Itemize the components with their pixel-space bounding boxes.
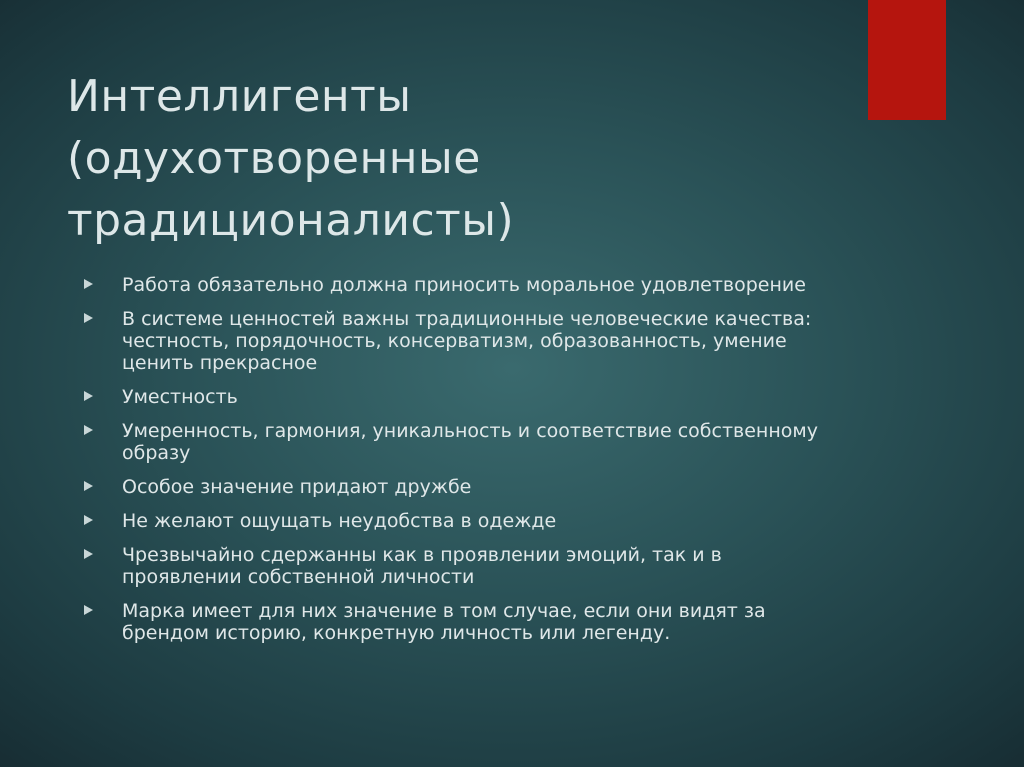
bullet-item	[84, 544, 824, 588]
triangle-bullet-icon	[84, 605, 93, 615]
bullet-text: Не желают ощущать неудобства в одежде	[122, 510, 557, 532]
bullet-item	[84, 386, 824, 408]
triangle-bullet-icon	[84, 549, 93, 559]
bullet-text: Умеренность, гармония, уникальность и соответствие собственному образу	[122, 420, 818, 464]
slide-title-line-2: (одухотворенные	[67, 133, 481, 184]
bullet-text: Чрезвычайно сдержанны как в проявлении эмоций, так и в проявлении собственной личности	[122, 544, 722, 588]
bullet-text: Особое значение придают дружбе	[122, 476, 472, 498]
triangle-bullet-icon	[84, 515, 93, 525]
bullet-item	[84, 476, 824, 498]
bullet-item	[84, 274, 824, 296]
accent-bar	[868, 0, 946, 120]
bullet-item	[84, 420, 824, 464]
bullet-text: Уместность	[122, 386, 238, 408]
bullet-text: Работа обязательно должна приносить моральное удовлетворение	[122, 274, 806, 296]
bullet-list	[84, 274, 824, 656]
slide-title	[67, 66, 827, 252]
bullet-text: Марка имеет для них значение в том случае, если они видят за брендом историю, конкретную личность или легенду.	[122, 600, 766, 644]
triangle-bullet-icon	[84, 425, 93, 435]
slide-title-line-1: Интеллигенты	[67, 71, 412, 122]
slide-title-line-3: традиционалисты)	[67, 195, 515, 246]
bullet-item	[84, 600, 824, 644]
bullet-item	[84, 510, 824, 532]
triangle-bullet-icon	[84, 279, 93, 289]
triangle-bullet-icon	[84, 313, 93, 323]
triangle-bullet-icon	[84, 481, 93, 491]
bullet-item	[84, 308, 824, 374]
triangle-bullet-icon	[84, 391, 93, 401]
bullet-text: В системе ценностей важны традиционные человеческие качества: честность, порядочность, консерватизм, образованность, умение ценить прекрасное	[122, 308, 812, 374]
